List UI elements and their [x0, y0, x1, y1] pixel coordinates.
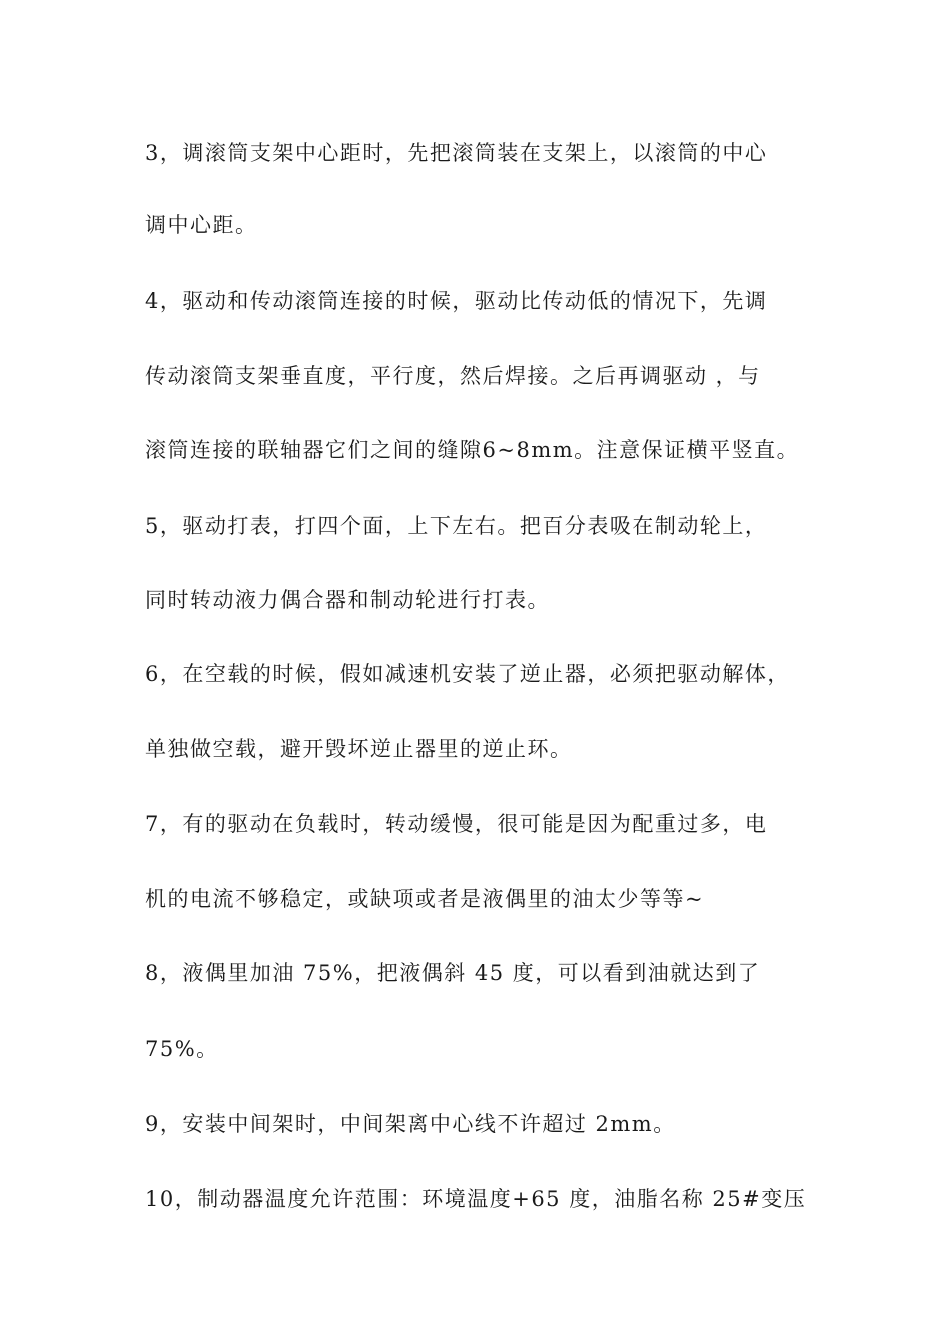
text-line: 滚筒连接的联轴器它们之间的缝隙6~8mm。注意保证横平竖直。 — [145, 438, 800, 462]
text-line: 传动滚筒支架垂直度，平行度，然后焊接。之后再调驱动 ，与 — [145, 364, 761, 388]
text-line: 8，液偶里加油 75%，把液偶斜 45 度，可以看到油就达到了 — [145, 961, 761, 985]
text-line: 单独做空载，避开毁坏逆止器里的逆止环。 — [145, 737, 573, 761]
text-line: 5，驱动打表，打四个面，上下左右。把百分表吸在制动轮上， — [145, 514, 768, 538]
text-line: 6，在空载的时候，假如减速机安装了逆止器，必须把驱动解体， — [145, 662, 790, 686]
text-line: 7，有的驱动在负载时，转动缓慢，很可能是因为配重过多，电 — [145, 812, 768, 836]
text-line: 10，制动器温度允许范围：环境温度+65 度，油脂名称 25#变压 — [145, 1187, 807, 1211]
text-line: 同时转动液力偶合器和制动轮进行打表。 — [145, 588, 550, 612]
text-line: 9，安装中间架时，中间架离中心线不许超过 2mm。 — [145, 1112, 676, 1136]
text-line: 75%。 — [145, 1037, 219, 1061]
text-line: 机的电流不够稳定，或缺项或者是液偶里的油太少等等~ — [145, 887, 705, 911]
text-line: 3，调滚筒支架中心距时，先把滚筒装在支架上，以滚筒的中心 — [145, 141, 768, 165]
text-line: 4，驱动和传动滚筒连接的时候，驱动比传动低的情况下，先调 — [145, 289, 768, 313]
text-line: 调中心距。 — [145, 213, 258, 237]
